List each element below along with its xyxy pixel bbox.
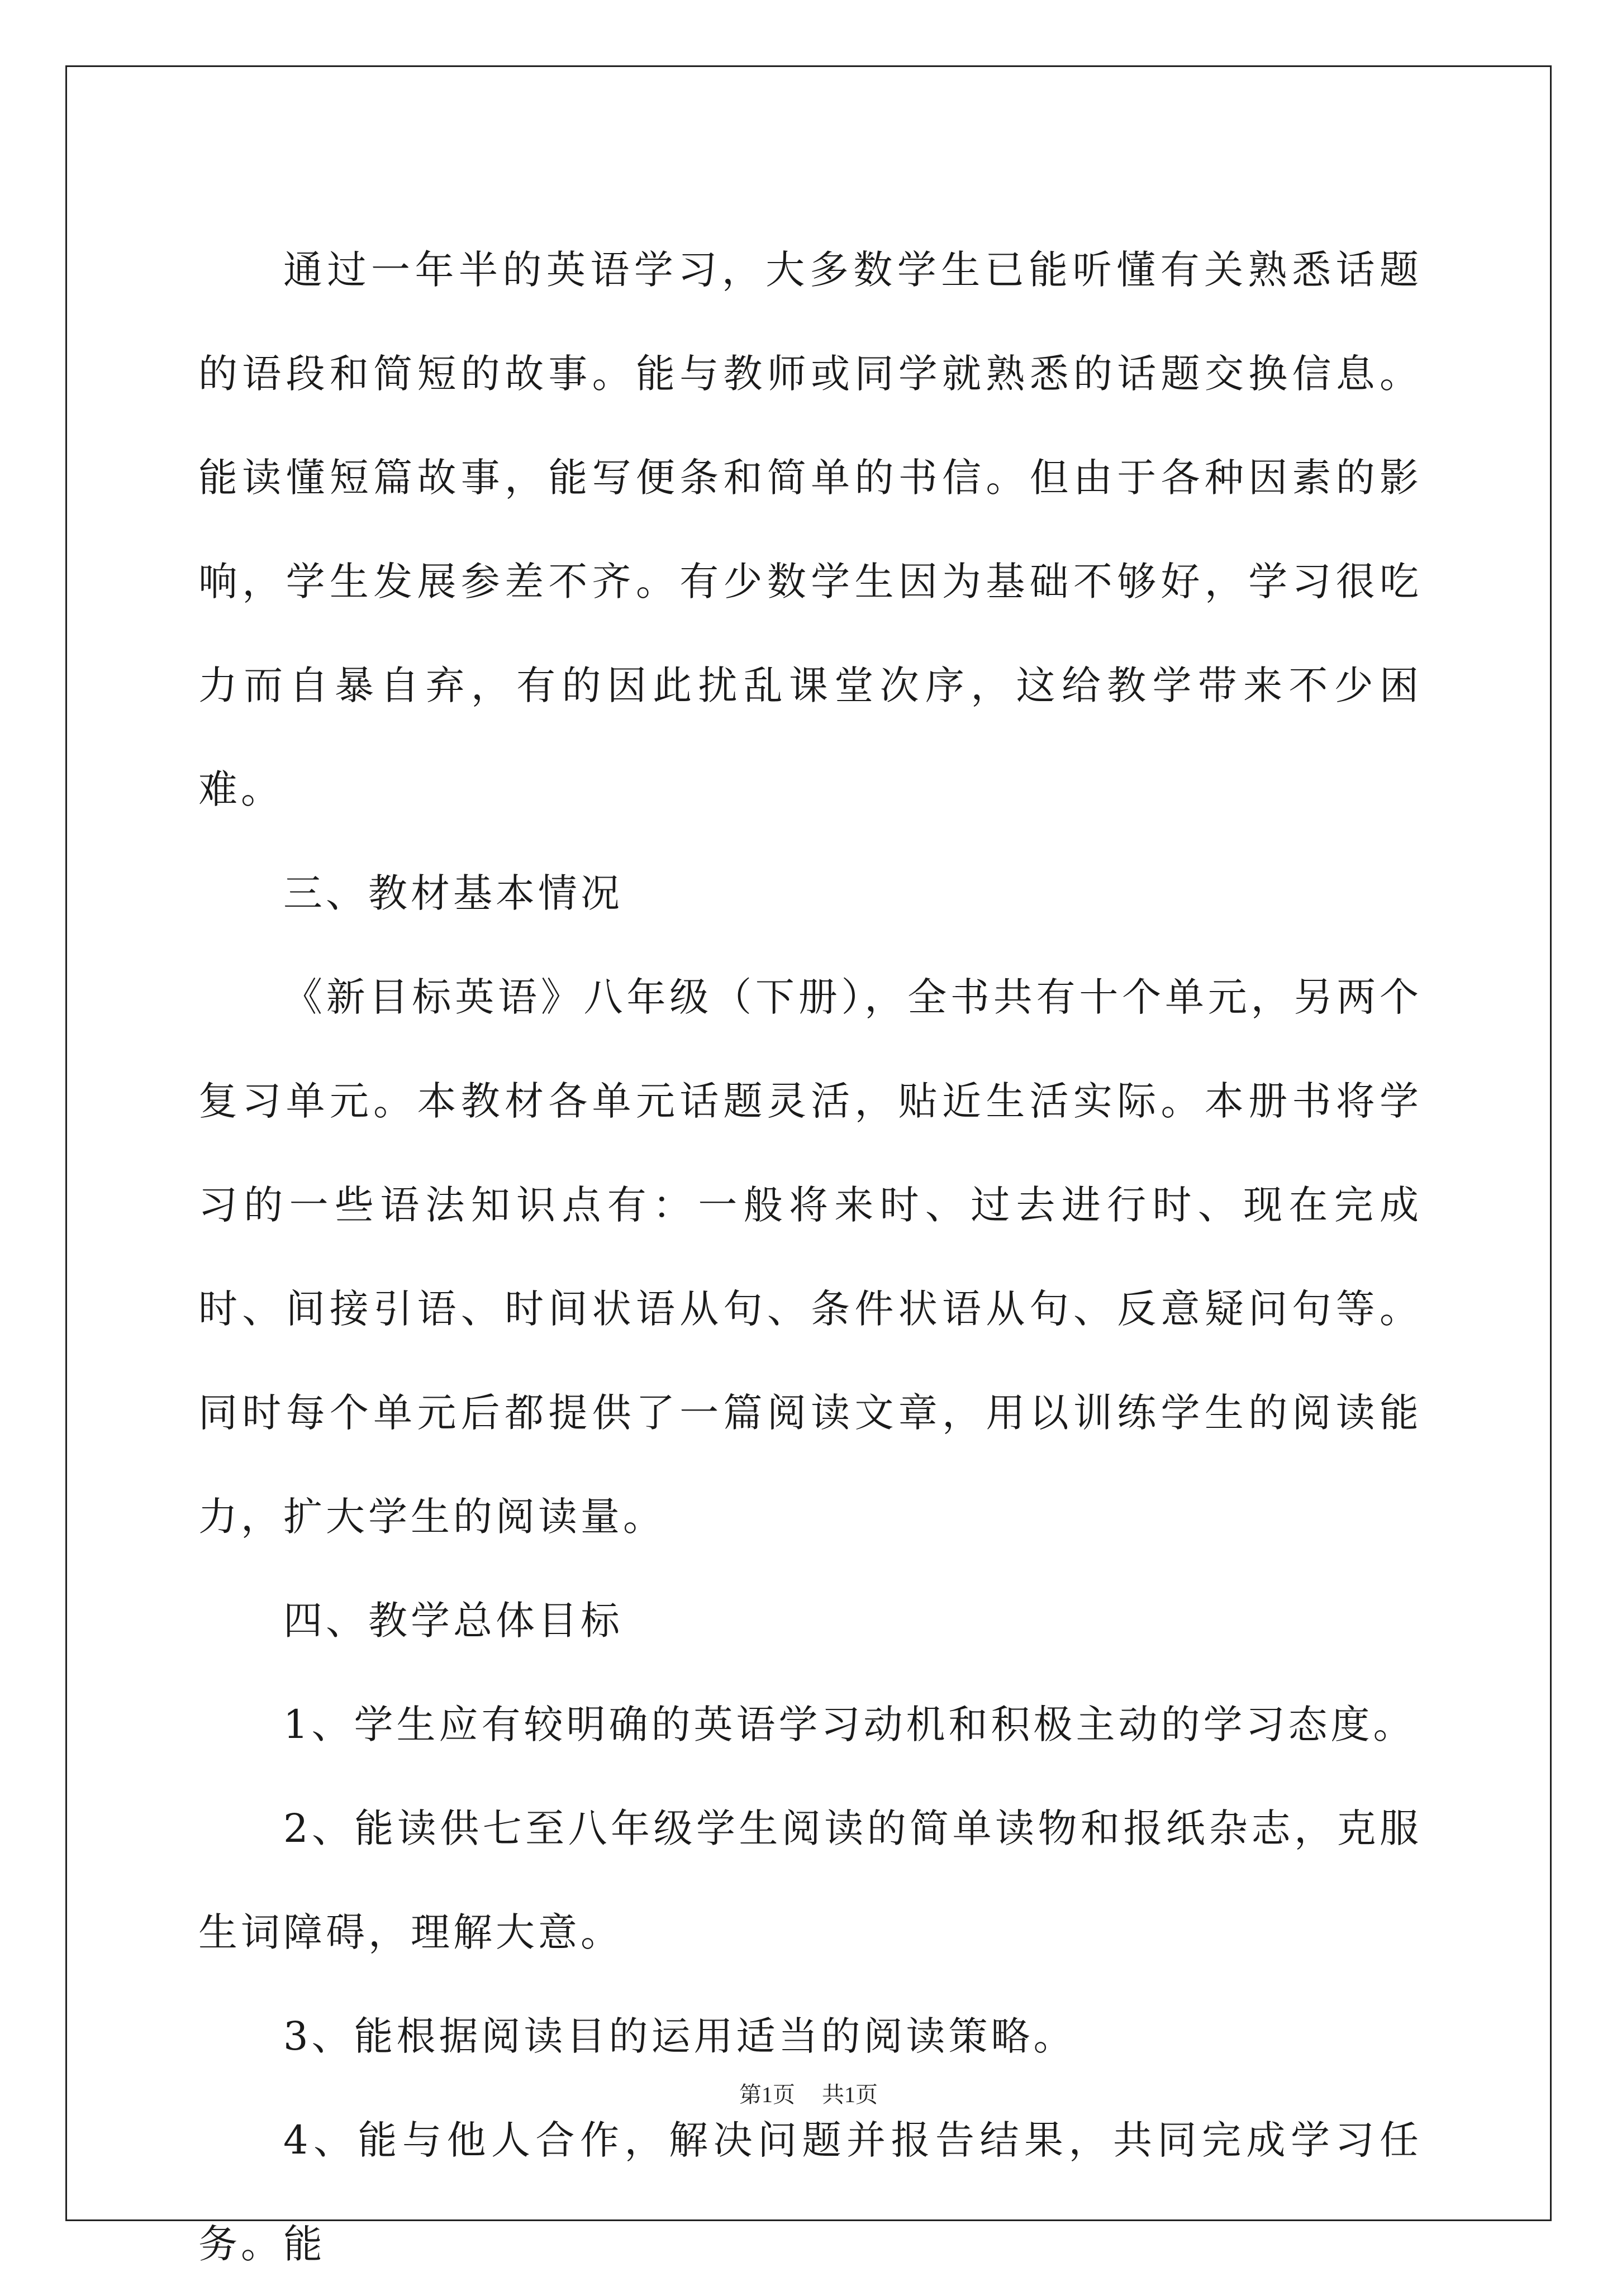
page-number-current: 第1页	[739, 2082, 795, 2107]
paragraph-student-analysis: 通过一年半的英语学习，大多数学生已能听懂有关熟悉话题的语段和简短的故事。能与教师或同学就熟悉的话题交换信息。能读懂短篇故事，能写便条和简单的书信。但由于各种因素的影响，学生发展参差不齐。有少数学生因为基础不够好，学习很吃力而自暴自弃，有的因此扰乱课堂次序，这给教学带来不少困难。	[198, 247, 1422, 812]
page-number-total: 共1页	[822, 2082, 878, 2107]
heading-teaching-goals: 四、教学总体目标	[283, 1598, 623, 1644]
goal-item-4: 4、能与他人合作，解决问题并报告结果，共同完成学习任务。能	[198, 2117, 1422, 2267]
paragraph-textbook-description: 《新目标英语》八年级（下册），全书共有十个单元，另两个复习单元。本教材各单元话题灵活，贴近生活实际。本册书将学习的一些语法知识点有：一般将来时、过去进行时、现在完成时、间接引语、时间状语从句、条件状语从句、反意疑问句等。同时每个单元后都提供了一篇阅读文章，用以训练学生的阅读能力，扩大学生的阅读量。	[198, 974, 1422, 1540]
goal-item-1: 1、学生应有较明确的英语学习动机和积极主动的学习态度。	[283, 1702, 1416, 1747]
goal-item-2: 2、能读供七至八年级学生阅读的简单读物和报纸杂志，克服生词障碍，理解大意。	[198, 1806, 1422, 1955]
goal-item-3: 3、能根据阅读目的运用适当的阅读策略。	[283, 2013, 1076, 2059]
page-footer	[0, 2077, 1617, 2109]
document-body	[198, 218, 1422, 2296]
heading-textbook-overview: 三、教材基本情况	[283, 870, 623, 916]
